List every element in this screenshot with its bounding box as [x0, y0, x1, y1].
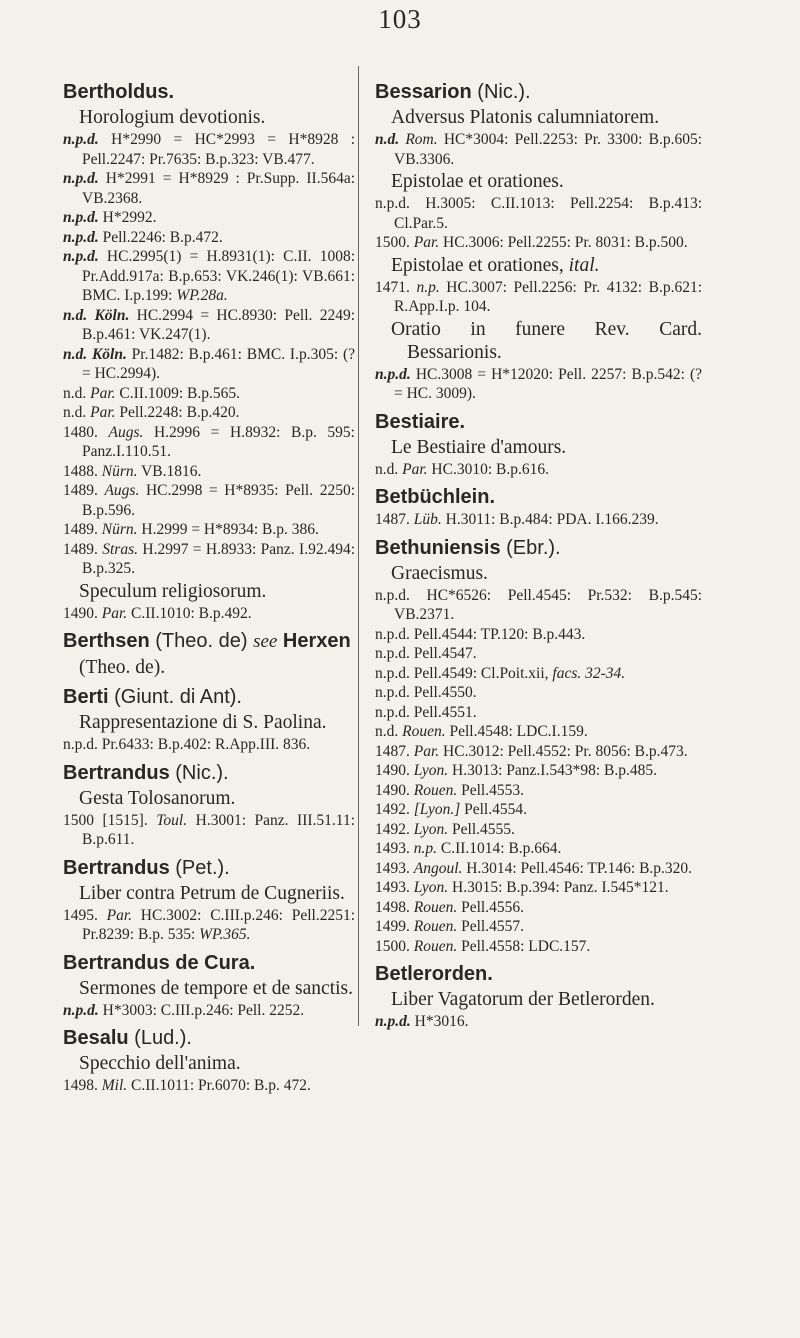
work-title-text: Gesta Tolosanorum. [79, 787, 236, 809]
edition-date: 1471. [375, 278, 410, 296]
entry-heading [63, 855, 355, 881]
edition-references: C.II.1014: B.p.664. [440, 840, 562, 857]
edition-date: 1500 [1515]. [63, 811, 148, 829]
edition-references: HC*6526: Pell.4545: Pr.532: B.p.545: VB.2371. [394, 586, 702, 623]
work-title-text: Horologium devotionis. [79, 107, 266, 128]
work-title [391, 562, 702, 585]
edition-references: HC.3006: Pell.2255: Pr. 8031: B.p.500. [443, 234, 688, 251]
work-title [79, 106, 355, 129]
heading-detail: (Pet.). [175, 856, 230, 879]
edition-references: Pell.4544: TP.120: B.p.443. [413, 625, 586, 643]
edition-entry [375, 761, 702, 781]
edition-date: n.p.d. [375, 625, 410, 643]
edition-references: C.II.1009: B.p.565. [119, 384, 240, 402]
edition-entry [63, 384, 355, 404]
edition-date: n.p.d. [375, 365, 411, 383]
edition-entry [63, 228, 355, 248]
entry-heading [63, 760, 355, 786]
work-title [391, 988, 702, 1011]
edition-entry [375, 781, 702, 801]
edition-place: Lüb. [413, 511, 442, 528]
edition-entry [375, 820, 702, 840]
edition-entry [375, 703, 702, 723]
edition-place: Nürn. [101, 521, 138, 538]
edition-date: n.p.d. [63, 131, 99, 148]
work-title-text: Epistolae et orationes. [391, 171, 564, 192]
edition-references: Pell.2246: B.p.472. [102, 228, 223, 246]
edition-references: Pell.2248: B.p.420. [119, 404, 240, 421]
page-number: 103 [378, 4, 422, 34]
left-column [63, 74, 355, 1096]
edition-date: 1499. [375, 918, 410, 935]
edition-references: HC.3007: Pell.2256: Pr. 4132: B.p.621: R.App.I.p. 104. [394, 278, 703, 315]
heading-name: Besalu [63, 1027, 129, 1049]
edition-reference-italic: facs. 32-34. [552, 664, 626, 682]
heading-detail: (Lud.). [134, 1027, 192, 1049]
work-title [79, 977, 355, 1000]
entry-heading [63, 950, 355, 976]
work-title [79, 882, 355, 905]
edition-entry [375, 742, 702, 762]
edition-references: HC.2998 = H*8935: Pell. 2250: B.p.596. [82, 482, 355, 519]
edition-references: Pell.4548: LDC.I.159. [449, 723, 588, 740]
see-target-detail: (Theo. de). [79, 657, 166, 678]
edition-date: 1498. [63, 1077, 98, 1094]
work-title-text: Rappresentazione di S. Paolina. [79, 712, 327, 733]
work-title [391, 254, 702, 277]
edition-references: Pell.4551. [413, 703, 477, 721]
edition-place: Rouen. [413, 898, 458, 916]
entry-heading [63, 1025, 355, 1051]
heading-name: Bethuniensis [375, 536, 501, 559]
heading-name: Betlerorden. [375, 963, 493, 985]
edition-date: n.p.d. [375, 195, 410, 212]
edition-references: H.3015: B.p.394: Panz. I.545*121. [452, 879, 669, 896]
edition-place: Augs. [108, 423, 144, 441]
edition-date: n.p.d. [375, 1013, 411, 1030]
edition-entry [375, 194, 702, 233]
edition-entry [375, 586, 702, 625]
edition-references: Pell.4555. [452, 820, 515, 838]
entry-heading [63, 628, 355, 655]
edition-date: n.p.d. [375, 684, 410, 701]
work-title [79, 580, 355, 603]
edition-date: 1489. [63, 521, 98, 538]
entry-heading [375, 409, 702, 435]
edition-entry [375, 233, 702, 253]
edition-entry [375, 683, 702, 703]
edition-date: 1490. [63, 604, 98, 622]
entry-heading [63, 79, 355, 105]
heading-name: Bestiaire. [375, 410, 466, 433]
edition-references: Pr.6433: B.p.402: R.App.III. 836. [101, 736, 311, 753]
edition-references: VB.1816. [141, 462, 202, 480]
edition-reference-italic: WP.28a. [176, 287, 228, 304]
edition-references: H*3016. [414, 1013, 469, 1030]
edition-place: Par. [413, 742, 440, 760]
edition-place: Nürn. [101, 462, 138, 480]
edition-date: n.p.d. [63, 209, 99, 226]
edition-place: Par. [90, 404, 116, 421]
edition-entry [63, 735, 355, 755]
edition-place: Rouen. [402, 723, 446, 740]
edition-entry [63, 604, 355, 624]
edition-references: H.3011: B.p.484: PDA. I.166.239. [445, 511, 659, 528]
entry-heading [375, 961, 702, 987]
edition-entry [63, 423, 355, 462]
edition-place: Mil. [101, 1077, 128, 1094]
edition-references: Pell.4553. [461, 781, 524, 799]
edition-references: Pell.4547. [413, 645, 477, 662]
edition-date: 1492. [375, 820, 410, 838]
edition-entry [63, 906, 355, 945]
work-title-text: Le Bestiaire d'amours. [391, 436, 567, 458]
edition-entry [63, 1001, 355, 1021]
edition-date: n.p.d. [63, 248, 99, 265]
edition-references: HC.3012: Pell.4552: Pr. 8056: B.p.473. [443, 742, 688, 760]
edition-entry [375, 859, 702, 879]
edition-place: Rouen. [413, 781, 458, 799]
edition-entry [63, 481, 355, 520]
entry-heading [63, 684, 355, 710]
edition-entry [375, 130, 702, 169]
edition-date: 1492. [375, 801, 410, 818]
column-divider [358, 66, 359, 1026]
edition-place: Augs. [104, 482, 140, 499]
edition-references: Pell.4556. [461, 898, 524, 916]
edition-entry [375, 917, 702, 937]
edition-references: H.2999 = H*8934: B.p. 386. [141, 521, 319, 538]
edition-place: Par. [101, 604, 128, 622]
edition-entry [63, 811, 355, 850]
work-title [391, 436, 702, 459]
heading-name: Betbüchlein. [375, 486, 496, 508]
work-title-text: Liber Vagatorum der Betlerorden. [391, 989, 655, 1010]
edition-place: Stras. [102, 540, 138, 558]
edition-date: n.d. [63, 306, 88, 324]
edition-entry [375, 937, 702, 957]
entry-heading [375, 535, 702, 561]
edition-entry [375, 644, 702, 664]
work-title [391, 318, 702, 364]
edition-date: n.p.d. [375, 664, 410, 682]
work-title-text: Oratio in funere Rev. Card. Bessarionis. [391, 318, 702, 363]
edition-date: 1493. [375, 879, 410, 896]
edition-entry [63, 306, 355, 345]
edition-entry [375, 722, 702, 742]
edition-date: n.p.d. [375, 703, 410, 721]
heading-detail: (Nic.). [477, 81, 531, 103]
work-title [79, 711, 355, 734]
edition-references: H*3003: C.III.p.246: Pell. 2252. [102, 1001, 305, 1019]
work-title [391, 170, 702, 193]
edition-references: HC.3002: C.III.p.246: Pell.2251: Pr.8239: B.p. 535: [82, 906, 355, 943]
edition-entry [63, 403, 355, 423]
edition-date: n.p.d. [63, 170, 99, 187]
edition-references: Pell.4557. [461, 918, 524, 935]
edition-entry [375, 839, 702, 859]
edition-references: HC.3010: B.p.616. [431, 460, 549, 478]
heading-name: Bertrandus [63, 761, 170, 784]
edition-place: Par. [413, 234, 440, 251]
edition-date: 1490. [375, 762, 410, 779]
edition-date: 1500. [375, 937, 410, 955]
work-title-text: Epistolae et orationes, [391, 254, 564, 276]
edition-place: Angoul. [413, 859, 463, 877]
edition-date: n.d. [375, 723, 399, 740]
edition-entry [375, 878, 702, 898]
edition-date: 1487. [375, 511, 410, 528]
work-title-text: Adversus Platonis calumniatorem. [391, 107, 660, 128]
edition-date: 1500. [375, 234, 410, 251]
work-title-text: Speculum religiosorum. [79, 580, 267, 602]
heading-name: Bessarion [375, 81, 472, 103]
edition-entry [63, 130, 355, 169]
edition-references: H*2992. [102, 209, 157, 226]
edition-references: C.II.1010: B.p.492. [131, 604, 252, 622]
edition-date: n.d. [63, 384, 87, 402]
heading-detail: (Giunt. di Ant). [114, 686, 242, 708]
edition-date: 1489. [63, 540, 98, 558]
edition-place: Rom. [405, 131, 438, 148]
see-target: Herxen [282, 630, 351, 652]
edition-date: n.p.d. [63, 228, 99, 246]
edition-entry [375, 278, 702, 317]
edition-date: 1493. [375, 840, 410, 857]
edition-reference-italic: WP.365. [199, 926, 251, 943]
edition-place: Lyon. [413, 762, 449, 779]
edition-references: Pell.4550. [413, 684, 477, 701]
edition-references: Pr.1482: B.p.461: BMC. I.p.305: (? = HC.2994). [82, 345, 355, 382]
entry-heading [375, 484, 702, 510]
edition-place: n.p. [413, 840, 437, 857]
edition-references: Pell.4549: Cl.Poit.xii, [413, 664, 549, 682]
edition-references: H.3005: C.II.1013: Pell.2254: B.p.413: Cl.Par.5. [394, 195, 702, 232]
work-title-text: Graecismus. [391, 562, 488, 584]
edition-entry [375, 365, 702, 404]
edition-references: H.3001: Panz. III.51.11: B.p.611. [82, 811, 356, 848]
edition-references: H*2990 = HC*2993 = H*8928 : Pell.2247: Pr.7635: B.p.323: VB.477. [82, 131, 356, 168]
edition-references: H.2996 = H.8932: B.p. 595: Panz.I.110.51. [82, 423, 355, 460]
edition-entry [375, 898, 702, 918]
edition-entry [375, 800, 702, 820]
work-title-text: Sermones de tempore et de sanctis. [79, 977, 353, 999]
edition-entry [63, 208, 355, 228]
see-reference: see [253, 631, 278, 652]
edition-entry [375, 460, 702, 480]
edition-date: n.p.d. [375, 586, 410, 604]
heading-detail: (Ebr.). [506, 536, 561, 559]
edition-references: H.3014: Pell.4546: TP.146: B.p.320. [466, 859, 693, 877]
edition-references: HC.2995(1) = H.8931(1): C.II. 1008: Pr.Add.917a: B.p.653: VK.246(1): VB.661: BMC. I.p.199: [82, 248, 355, 304]
edition-place: Köln. [94, 306, 130, 324]
edition-entry [375, 1012, 702, 1032]
edition-date: n.d. [375, 460, 399, 478]
work-title-text: Liber contra Petrum de Cugneriis. [79, 882, 345, 904]
edition-place: Lyon. [413, 879, 449, 896]
edition-place: Toul. [156, 811, 188, 829]
edition-date: 1493. [375, 859, 410, 877]
edition-references: Pell.4558: LDC.157. [461, 937, 591, 955]
work-title [79, 787, 355, 810]
work-title [79, 1052, 355, 1075]
edition-date: 1488. [63, 462, 98, 480]
edition-place: n.p. [416, 278, 440, 296]
edition-entry [63, 169, 355, 208]
edition-references: Pell.4554. [464, 801, 527, 818]
edition-entry [63, 247, 355, 306]
edition-date: n.p.d. [375, 645, 410, 662]
edition-place: Rouen. [413, 918, 458, 935]
edition-date: n.p.d. [63, 1001, 99, 1019]
edition-date: 1490. [375, 781, 410, 799]
edition-references: HC.2994 = HC.8930: Pell. 2249: B.p.461: VK.247(1). [82, 306, 356, 343]
edition-entry [63, 345, 355, 384]
edition-references: H.2997 = H.8933: Panz. I.92.494: B.p.325. [82, 540, 356, 577]
edition-place: [Lyon.] [413, 801, 461, 818]
entry-heading [375, 79, 702, 105]
edition-entry [63, 462, 355, 482]
work-title-language: ital. [568, 254, 600, 276]
edition-date: n.d. [63, 404, 87, 421]
edition-place: Par. [402, 460, 428, 478]
edition-references: HC*3004: Pell.2253: Pr. 3300: B.p.605: VB.3306. [394, 131, 703, 168]
edition-date: 1489. [63, 482, 98, 499]
edition-place: Rouen. [413, 937, 458, 955]
edition-place: Lyon. [413, 820, 449, 838]
edition-entry [375, 664, 702, 684]
edition-place: Par. [106, 906, 133, 924]
edition-entry [63, 520, 355, 540]
heading-detail: (Nic.). [175, 761, 229, 784]
heading-name: Bertrandus [63, 856, 170, 879]
edition-date: n.p.d. [63, 736, 98, 753]
edition-references: H.3013: Panz.I.543*98: B.p.485. [452, 762, 657, 779]
edition-entry [63, 540, 355, 579]
work-title-text: Specchio dell'anima. [79, 1053, 241, 1074]
edition-date: n.d. [375, 131, 400, 148]
heading-detail: (Theo. de) [155, 630, 248, 652]
edition-date: 1487. [375, 742, 410, 760]
edition-references: C.II.1011: Pr.6070: B.p. 472. [131, 1077, 311, 1094]
edition-date: 1495. [63, 906, 98, 924]
edition-references: H*2991 = H*8929 : Pr.Supp. II.564a: VB.2368. [82, 170, 356, 207]
heading-name: Berti [63, 686, 109, 708]
edition-entry [63, 1076, 355, 1096]
heading-name: Bertrandus de Cura. [63, 951, 256, 974]
work-title [391, 106, 702, 129]
edition-references: HC.3008 = H*12020: Pell. 2257: B.p.542: (? = HC. 3009). [394, 365, 702, 402]
heading-name: Berthsen [63, 630, 150, 652]
edition-entry [375, 625, 702, 645]
edition-entry [375, 510, 702, 530]
edition-date: n.d. [63, 345, 88, 363]
edition-place: Köln. [91, 345, 127, 363]
edition-date: 1480. [63, 423, 98, 441]
edition-place: Par. [90, 384, 116, 402]
right-column [375, 74, 702, 1032]
heading-name: Bertholdus. [63, 81, 175, 103]
edition-date: 1498. [375, 898, 410, 916]
